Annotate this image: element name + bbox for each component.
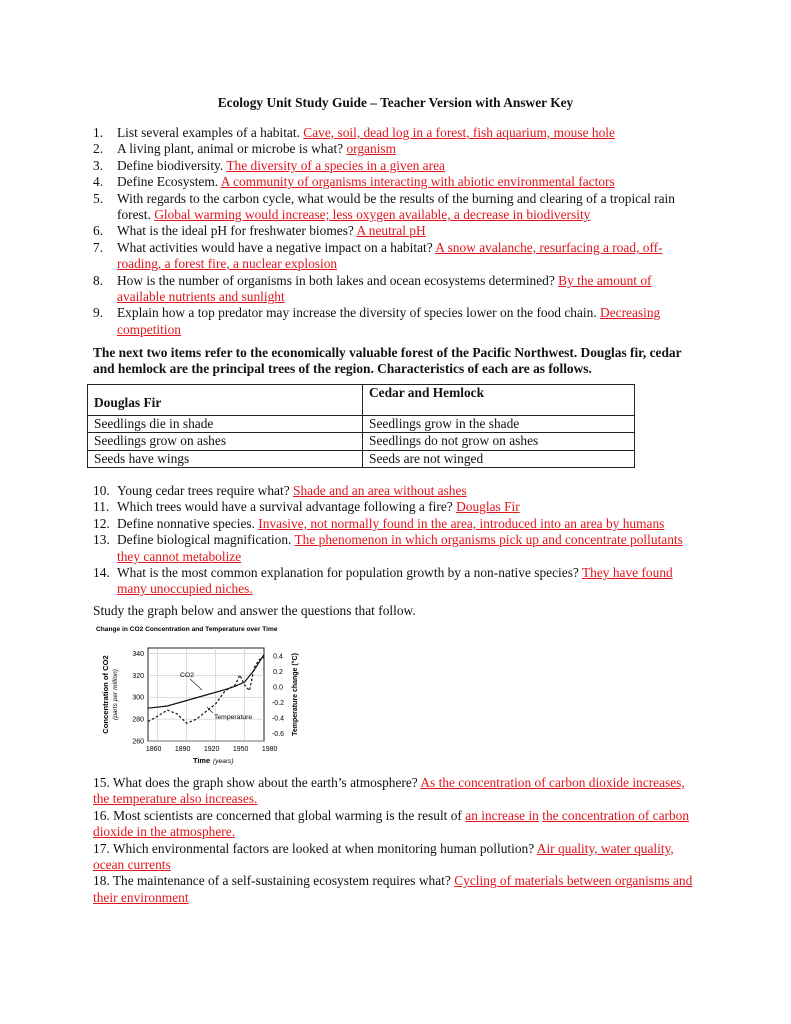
y-left-axis-label: Concentration of CO2: [101, 655, 110, 734]
question-number: 8.: [93, 272, 104, 288]
question-text: What is the most common explanation for population growth by a non-native species?: [117, 565, 582, 581]
question-text: Which trees would have a survival advantage following a fire?: [117, 499, 457, 515]
answer-text: A snow avalanche, resurfacing a road, off-roading, a forest fire, a nuclear explosion: [117, 239, 663, 272]
chart-lines: [148, 655, 264, 724]
y-left-tick-label: 320: [132, 672, 144, 680]
table-intro: The next two items refer to the economically valuable forest of the Pacific Northwest. Douglas fir, cedar and hemlock are the principal trees of the region. Characteristics of each are as follows.: [93, 345, 682, 377]
y-right-tick-label: -0.2: [271, 699, 285, 707]
answer-text: The phenomenon in which organisms pick up and concentrate pollutants they cannot metabolize: [117, 532, 683, 564]
answer-text: Shade and an area without ashes: [293, 483, 467, 498]
y-left-tick-label: 340: [132, 650, 144, 658]
series-line-co2: [148, 655, 264, 709]
answer-text: Decreasing competition: [117, 305, 661, 337]
answer-text: By the amount of available nutrients and sunlight: [117, 272, 652, 305]
question-item: [93, 174, 703, 190]
question-text: Young cedar trees require what?: [117, 483, 293, 498]
question-item: [93, 516, 703, 532]
answer-text: an increase in: [465, 807, 539, 823]
table-header-cedar-hemlock: Cedar and Hemlock: [363, 385, 635, 416]
table-cell: Seedlings grow on ashes: [88, 433, 363, 450]
y-left-tick-label: 300: [132, 694, 144, 702]
answer-text: Invasive, not normally found in the area, introduced into an area by humans: [258, 515, 665, 531]
table-cell: Seedlings do not grow on ashes: [363, 433, 635, 450]
x-axis-unit: (years): [213, 758, 234, 765]
answer-text-2: the concentration of carbon dioxide in the atmosphere.: [93, 807, 690, 840]
question-number: 10.: [93, 483, 110, 498]
page-title: Ecology Unit Study Guide – Teacher Version with Answer Key: [217, 95, 574, 110]
table-header-douglas-fir: Douglas Fir: [88, 385, 363, 416]
answer-text: They have found many unoccupied niches.: [117, 565, 673, 597]
question-number: 1.: [93, 125, 104, 140]
chart-title: Change in CO2 Concentration and Temperature over Time: [96, 626, 278, 633]
series-label-pointer: [190, 679, 202, 690]
question-item: [93, 305, 703, 338]
question-item: [93, 565, 703, 598]
question-text: Explain how a top predator may increase the diversity of species lower on the food chain.: [117, 305, 601, 321]
question-text: Define Ecosystem.: [117, 174, 221, 190]
question-list-3: [93, 775, 703, 906]
answer-text: Cave, soil, dead log in a forest, fish aquarium, mouse hole: [303, 125, 615, 140]
question-item: [93, 273, 703, 306]
series-label-temperature: Temperature: [214, 714, 253, 721]
question-item: [93, 141, 703, 157]
table-row: [88, 416, 635, 433]
question-item: [93, 499, 703, 515]
question-item: [93, 158, 703, 174]
answer-text: Global warming would increase; less oxygen available, a decrease in biodiversity: [154, 207, 591, 223]
question-text: Define nonnative species.: [117, 515, 259, 531]
question-text: What is the ideal pH for freshwater biomes?: [117, 223, 357, 239]
question-item: [93, 223, 703, 239]
table-cell: Seeds are not winged: [363, 450, 635, 467]
question-list-2: [93, 483, 703, 598]
question-number: 13.: [93, 532, 110, 548]
question-text: Define biodiversity.: [117, 157, 227, 173]
answer-text: Air quality, water quality, ocean currents: [93, 840, 674, 873]
question-list-1: [93, 125, 703, 338]
co2-temperature-chart: [96, 623, 316, 773]
table-row: [88, 433, 635, 450]
y-right-tick-label: -0.6: [271, 730, 285, 738]
question-number: 4.: [93, 174, 104, 190]
question-number: 5.: [93, 190, 104, 206]
question-item: [93, 808, 703, 841]
y-right-tick-label: 0.0: [273, 684, 283, 692]
trees-table: [87, 384, 635, 468]
question-number: 2.: [93, 141, 104, 157]
question-text: Define biological magnification.: [117, 532, 295, 548]
question-number: 11.: [93, 499, 110, 515]
table-header-row: [88, 385, 635, 416]
question-text: 18. The maintenance of a self-sustaining ecosystem requires what?: [93, 873, 455, 889]
table-cell: Seedlings grow in the shade: [363, 416, 635, 433]
question-item: [93, 873, 703, 906]
y-right-tick-label: 0.4: [273, 653, 283, 661]
question-number: 7.: [93, 239, 104, 255]
question-item: [93, 532, 703, 565]
y-right-axis-label: Temperature change (°C): [292, 653, 299, 736]
question-number: 12.: [93, 515, 110, 531]
question-item: [93, 240, 703, 273]
question-text: What activities would have a negative impact on a habitat?: [117, 239, 436, 255]
answer-text: As the concentration of carbon dioxide increases, the temperature also increases.: [93, 775, 685, 807]
y-right-tick-label: 0.2: [273, 668, 283, 676]
answer-text: A community of organisms interacting with abiotic environmental factors: [220, 174, 615, 190]
question-number: 14.: [93, 565, 110, 581]
question-number: 6.: [93, 223, 104, 239]
question-item: [93, 841, 703, 874]
y-left-tick-label: 280: [132, 716, 144, 724]
x-tick-label: 1920: [203, 746, 220, 753]
y-left-axis-unit: (parts per million): [112, 669, 119, 720]
y-right-tick-label: -0.4: [271, 715, 285, 723]
question-item: [93, 775, 703, 808]
question-text: 17. Which environmental factors are looked at when monitoring human pollution?: [93, 840, 537, 856]
question-text: A living plant, animal or microbe is what?: [117, 141, 347, 157]
answer-text: The diversity of a species in a given area: [226, 157, 445, 173]
question-text: With regards to the carbon cycle, what would be the results of the burning and clearing of a tropical rain forest.: [117, 190, 675, 223]
x-tick-label: 1890: [174, 746, 191, 753]
x-tick-label: 1950: [232, 746, 249, 753]
question-item: [93, 191, 703, 224]
question-item: [93, 483, 703, 499]
question-text: 15. What does the graph show about the earth’s atmosphere?: [93, 775, 421, 790]
table-cell: Seedlings die in shade: [88, 416, 363, 433]
x-tick-label: 1860: [145, 746, 162, 753]
series-label-co2: CO2: [180, 672, 194, 679]
table-cell: Seeds have wings: [88, 450, 363, 467]
answer-text: A neutral pH: [356, 223, 426, 239]
x-axis-label: Time: [193, 756, 211, 765]
answer-text: organism: [346, 141, 397, 157]
question-text: List several examples of a habitat.: [117, 125, 304, 140]
x-tick-label: 1980: [261, 746, 278, 753]
answer-text: Cycling of materials between organisms and their environment: [93, 873, 693, 905]
answer-text: Douglas Fir: [456, 499, 520, 515]
question-number: 9.: [93, 305, 104, 321]
question-number: 3.: [93, 157, 104, 173]
question-text: 16. Most scientists are concerned that global warming is the result of: [93, 807, 466, 823]
study-instruction: Study the graph below and answer the questions that follow.: [93, 603, 416, 618]
y-left-tick-label: 260: [132, 738, 144, 746]
chart-ticks: [132, 651, 284, 753]
series-label-pointer: [207, 707, 213, 713]
question-text: How is the number of organisms in both lakes and ocean ecosystems determined?: [117, 272, 559, 288]
question-item: [93, 125, 703, 141]
table-row: [88, 450, 635, 467]
